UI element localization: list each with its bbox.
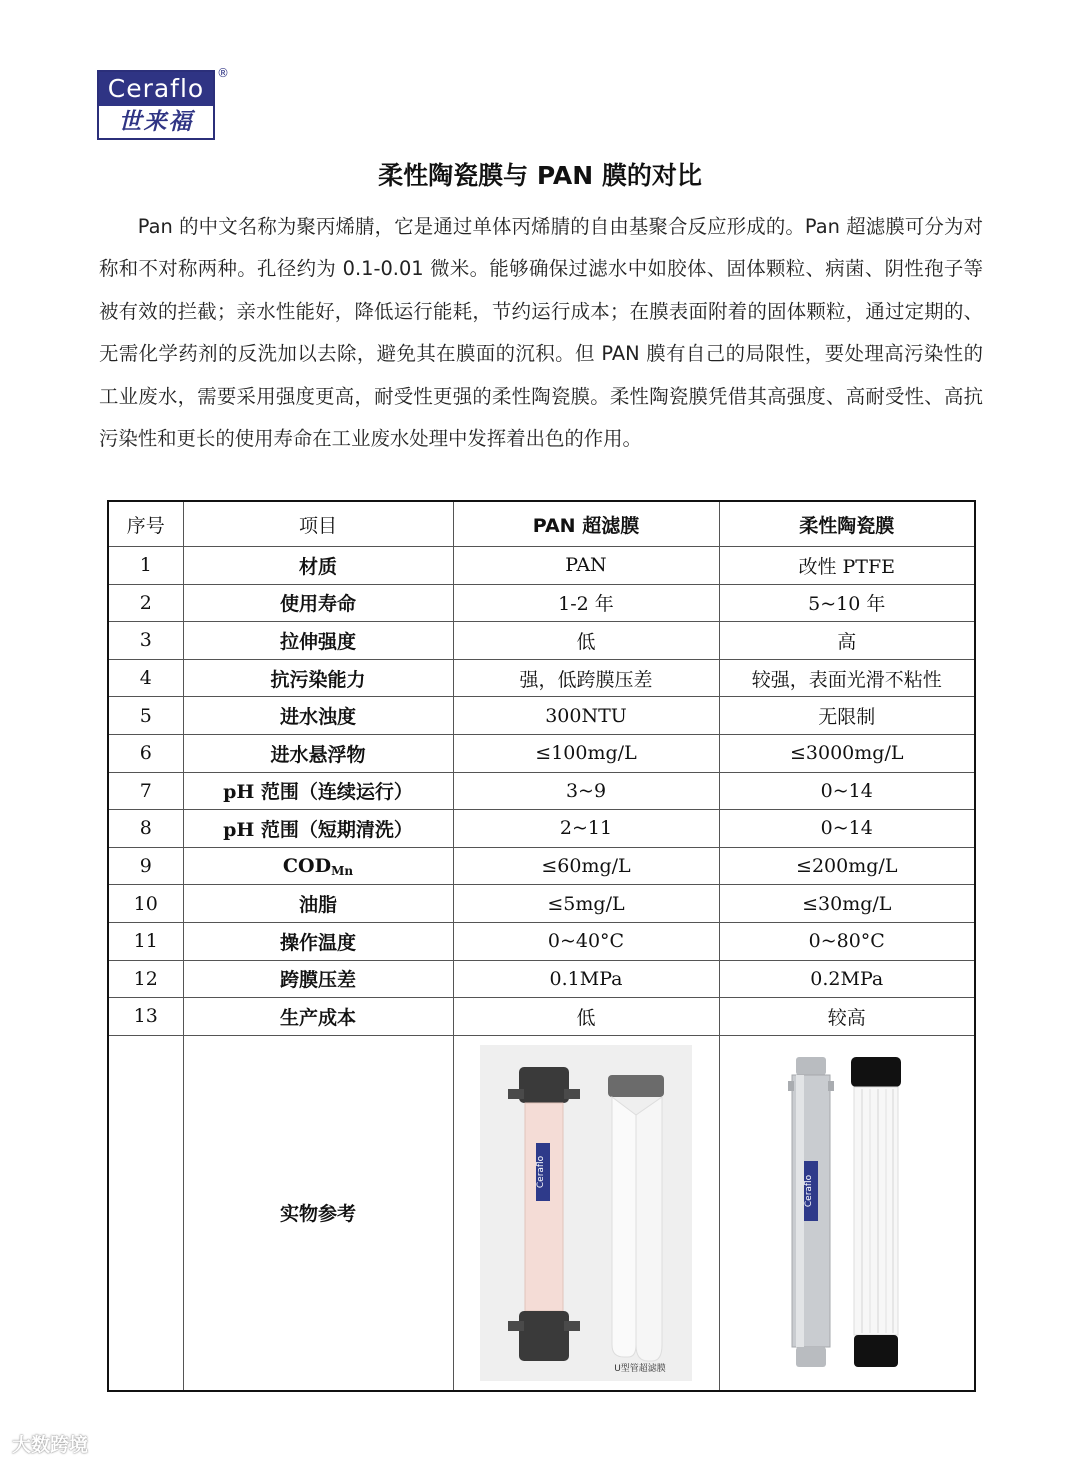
table-row: [108, 734, 975, 772]
row-ceramic-value: 改性 PTFE: [719, 547, 975, 585]
row-pan-value: ≤100mg/L: [453, 734, 719, 772]
table-row: [108, 547, 975, 585]
bottom-end-cap: [519, 1311, 569, 1361]
row-item: pH 范围（短期清洗）: [183, 810, 453, 848]
table-row: [108, 584, 975, 622]
row-pan-value: ≤5mg/L: [453, 885, 719, 923]
watermark-text: 大数跨境: [12, 1434, 89, 1456]
top-end-cap: [519, 1067, 569, 1103]
row-ceramic-value: ≤200mg/L: [719, 847, 975, 885]
pan-photo-cell: [453, 1035, 719, 1391]
cartridge-fibers: [854, 1087, 898, 1335]
row-pan-value: 1-2 年: [453, 584, 719, 622]
row-no: 13: [108, 998, 183, 1036]
header-seq: 序号: [108, 501, 183, 547]
row-no: 4: [108, 659, 183, 697]
row-ceramic-value: ≤3000mg/L: [719, 734, 975, 772]
tube-body: [525, 1103, 563, 1311]
row-item: 生产成本: [183, 998, 453, 1036]
row-no: 9: [108, 847, 183, 885]
row-no: 11: [108, 922, 183, 960]
table-row: [108, 960, 975, 998]
photo-row: [108, 1035, 975, 1391]
row-item: 跨膜压差: [183, 960, 453, 998]
table-row: [108, 847, 975, 885]
logo-chinese: 世来福: [118, 108, 194, 135]
table-row: [108, 885, 975, 923]
row-no: 10: [108, 885, 183, 923]
row-no: 6: [108, 734, 183, 772]
row-item: 进水悬浮物: [183, 734, 453, 772]
row-no: 1: [108, 547, 183, 585]
header-item: 项目: [183, 501, 453, 547]
row-no: 12: [108, 960, 183, 998]
ceraflo-logo: [97, 66, 233, 142]
table-row: [108, 998, 975, 1036]
row-pan-value: 0.1MPa: [453, 960, 719, 998]
row-no: 7: [108, 772, 183, 810]
u-module-cap: [608, 1075, 664, 1097]
logo-english: Ceraflo: [99, 72, 213, 106]
row-ceramic-value: 较高: [719, 998, 975, 1036]
cartridge-bottom-cap: [854, 1335, 898, 1367]
table-row: [108, 622, 975, 660]
row-pan-value: 0~40°C: [453, 922, 719, 960]
row-item: 拉伸强度: [183, 622, 453, 660]
registered-mark: ®: [217, 66, 229, 80]
ceramic-photo-cell: [719, 1035, 975, 1391]
row-no: 8: [108, 810, 183, 848]
row-item: 操作温度: [183, 922, 453, 960]
row-item: 使用寿命: [183, 584, 453, 622]
table-row: [108, 810, 975, 848]
row-item: 抗污染能力: [183, 659, 453, 697]
row-pan-value: 低: [453, 622, 719, 660]
row-item: pH 范围（连续运行）: [183, 772, 453, 810]
ceramic-membrane-photo: [772, 1053, 922, 1373]
row-ceramic-value: 5~10 年: [719, 584, 975, 622]
row-ceramic-value: ≤30mg/L: [719, 885, 975, 923]
table-row: [108, 922, 975, 960]
table-row: [108, 659, 975, 697]
photo-row-label: 实物参考: [183, 1035, 453, 1391]
row-pan-value: ≤60mg/L: [453, 847, 719, 885]
row-ceramic-value: 0.2MPa: [719, 960, 975, 998]
row-no: 3: [108, 622, 183, 660]
logo-box: [97, 70, 215, 140]
table-row: [108, 697, 975, 735]
row-ceramic-value: 0~14: [719, 772, 975, 810]
row-ceramic-value: 0~80°C: [719, 922, 975, 960]
ceramic-tube-brand: Ceraflo: [803, 1174, 814, 1207]
header-pan: PAN 超滤膜: [453, 501, 719, 547]
u-fiber-bundle-right: [636, 1097, 662, 1361]
row-item: 材质: [183, 547, 453, 585]
table-row: [108, 772, 975, 810]
comparison-table: [107, 500, 976, 1392]
table-header-row: [108, 501, 975, 547]
row-pan-value: 300NTU: [453, 697, 719, 735]
header-ceramic: 柔性陶瓷膜: [719, 501, 975, 547]
photo-row-no: [108, 1035, 183, 1391]
cod-label: COD: [282, 854, 332, 877]
u-fiber-bundle-left: [612, 1097, 636, 1357]
intro-paragraph: Pan 的中文名称为聚丙烯腈，它是通过单体丙烯腈的自由基聚合反应形成的。Pan 超滤膜可分为对称和不对称两种。孔径约为 0.1-0.01 微米。能够确保过滤水中如胶体、固体颗粒、病菌、阴性孢子等被有效的拦截；亲水性能好，降低运行能耗，节约运行成本；在膜表面附着的固体颗粒，通过定期的、无需化学药剂的反洗加以去除，避免其在膜面的沉积。但 PAN 膜有自己的局限性，要处理高污染性的工业废水，需要采用强度更高，耐受性更强的柔性陶瓷膜。柔性陶瓷膜凭借其高强度、高耐受性、高抗污染性和更长的使用寿命在工业废水处理中发挥着出色的作用。: [99, 215, 983, 451]
row-item: 油脂: [183, 885, 453, 923]
row-pan-value: 2~11: [453, 810, 719, 848]
row-no: 2: [108, 584, 183, 622]
row-pan-value: 强，低跨膜压差: [453, 659, 719, 697]
pan-tube-brand: Ceraflo: [536, 1155, 546, 1188]
page-title: 柔性陶瓷膜与 PAN 膜的对比: [378, 161, 702, 190]
cod-subscript: Mn: [331, 863, 354, 878]
row-ceramic-value: 高: [719, 622, 975, 660]
pan-photo-caption: U型管超滤膜: [614, 1363, 666, 1374]
row-pan-value: 3~9: [453, 772, 719, 810]
row-no: 5: [108, 697, 183, 735]
cartridge-top-cap: [851, 1057, 901, 1087]
row-ceramic-value: 无限制: [719, 697, 975, 735]
housing-bottom-cap: [796, 1347, 826, 1367]
row-item-cod: [183, 847, 453, 885]
row-pan-value: 低: [453, 998, 719, 1036]
row-pan-value: PAN: [453, 547, 719, 585]
row-ceramic-value: 较强，表面光滑不粘性: [719, 659, 975, 697]
row-ceramic-value: 0~14: [719, 810, 975, 848]
housing-top-cap: [796, 1057, 826, 1075]
row-item: 进水浊度: [183, 697, 453, 735]
pan-membrane-photo: [480, 1045, 692, 1381]
